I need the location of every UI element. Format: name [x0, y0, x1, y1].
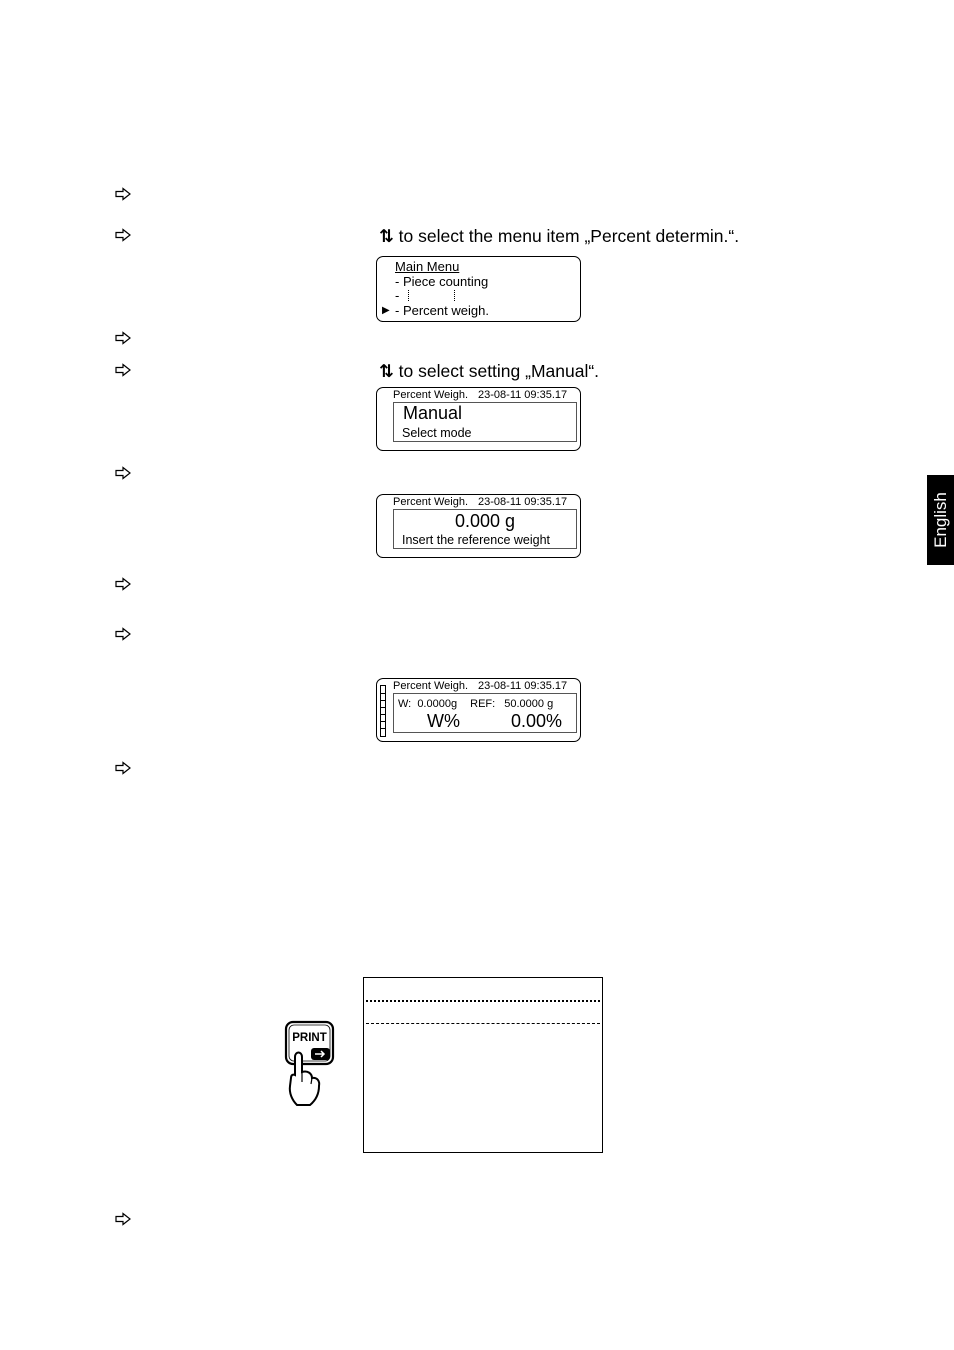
weight-label: W:	[398, 698, 412, 710]
reference-value: 50.0000 g	[504, 698, 554, 710]
step-arrow-icon	[115, 466, 131, 480]
menu-item-percent-weigh: - Percent weigh.	[395, 303, 489, 318]
printout-dotted-separator	[366, 1000, 600, 1002]
step-arrow-icon	[115, 577, 131, 591]
menu-item-ellipsis: -	[395, 288, 400, 303]
display-datetime: 23-08-11 09:35.17	[478, 496, 568, 508]
display-value: 0.000 g	[454, 511, 516, 531]
printout-sample	[363, 977, 603, 1153]
display-main-menu	[376, 256, 581, 322]
display-mode-name: Percent Weigh.	[393, 389, 469, 401]
step-instruction: to select setting „Manual“.	[398, 361, 600, 381]
selector-triangle-icon: ▶	[382, 305, 390, 316]
menu-title: Main Menu	[395, 259, 460, 274]
step-arrow-icon	[115, 1212, 131, 1226]
step-arrow-icon	[115, 228, 131, 242]
display-mode-name: Percent Weigh.	[393, 680, 469, 692]
display-caption: Select mode	[402, 426, 472, 440]
weight-value: 0.0000g	[417, 698, 458, 710]
menu-continuation-mark	[454, 290, 455, 301]
display-datetime: 23-08-11 09:35.17	[478, 680, 568, 692]
up-down-arrows-icon: ⇅	[379, 226, 393, 246]
print-key-label: PRINT	[292, 1032, 327, 1044]
step-arrow-icon	[115, 627, 131, 641]
display-header	[393, 680, 567, 692]
step-arrow-icon	[115, 363, 131, 377]
display-main-area	[393, 402, 577, 442]
display-header	[393, 496, 567, 508]
display-value: Manual	[403, 403, 463, 423]
step-arrow-icon	[115, 331, 131, 345]
display-caption: Insert the reference weight	[402, 533, 550, 547]
display-main-area	[393, 693, 577, 733]
menu-item-piece-counting: - Piece counting	[395, 274, 489, 289]
weight-readout	[398, 698, 553, 710]
percent-unit-label: W%	[427, 711, 460, 731]
reference-label: REF:	[470, 698, 496, 710]
step-arrow-icon	[115, 187, 131, 201]
display-mode-name: Percent Weigh.	[393, 496, 469, 508]
print-key-illustration	[283, 1020, 337, 1108]
display-main-area	[393, 509, 577, 549]
display-datetime: 23-08-11 09:35.17	[478, 389, 568, 401]
printout-dashed-separator	[366, 1023, 600, 1024]
capacity-bar	[380, 685, 386, 737]
step-select-manual-text	[379, 361, 599, 382]
menu-continuation-mark	[408, 290, 409, 301]
up-down-arrows-icon: ⇅	[379, 361, 393, 381]
display-reference-weight	[376, 494, 581, 558]
display-select-mode	[376, 387, 581, 451]
step-select-percent-text	[379, 226, 739, 247]
percent-value: 0.00%	[511, 711, 563, 731]
display-percent-result	[376, 678, 581, 742]
step-arrow-icon	[115, 761, 131, 775]
language-tab-label: English	[930, 492, 950, 548]
step-instruction: to select the menu item „Percent determin.“.	[398, 226, 740, 246]
language-tab	[927, 475, 954, 565]
display-header	[393, 389, 567, 401]
